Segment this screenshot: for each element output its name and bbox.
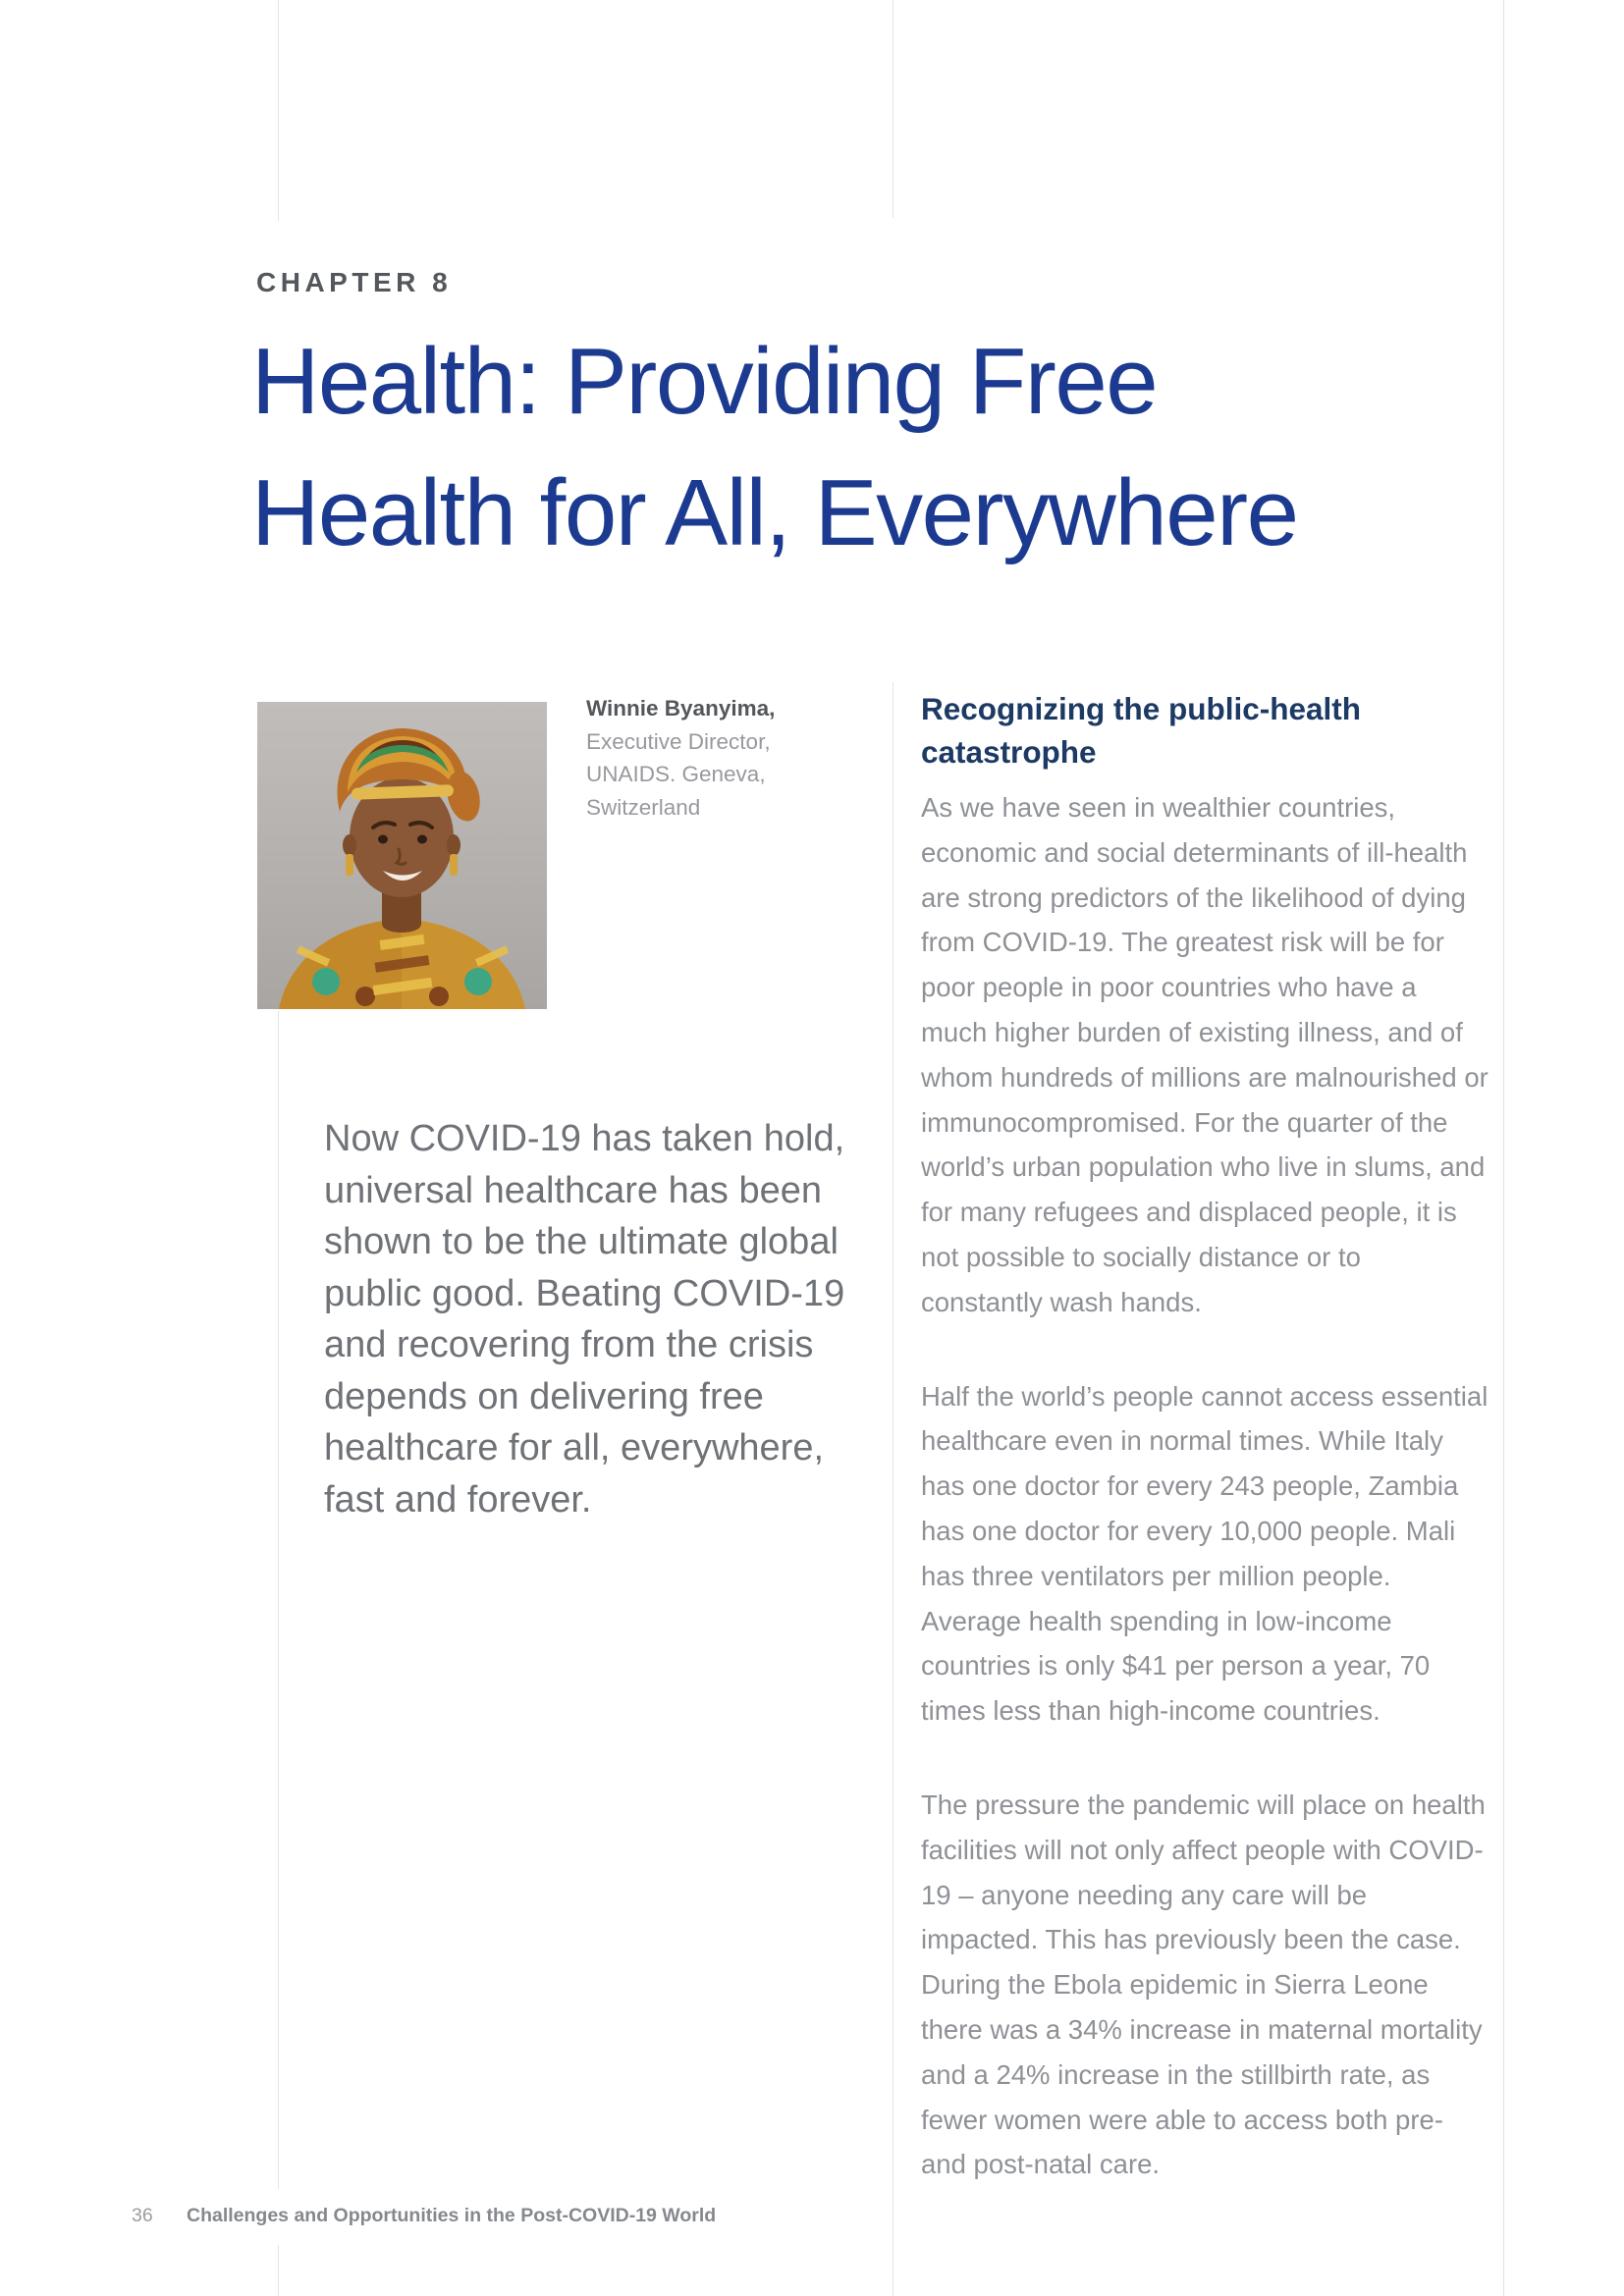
section-body xyxy=(921,785,1489,2236)
page-title-line-2: Health for All, Everywhere xyxy=(251,460,1298,565)
column-rule-left-middle xyxy=(278,1011,279,2189)
column-rule-left-top xyxy=(278,0,279,221)
chapter-label: CHAPTER 8 xyxy=(256,267,453,297)
body-paragraph-2: Half the world’s people cannot access essential healthcare even in normal times. While Italy has one doctor for every 243 people, Zambia has one doctor for every 10,000 people. Mali has three ventilators per million people. Average health spending in low-income countries is only $41 per person a year, 70 times less than high-income countries. xyxy=(921,1380,1489,1727)
author-photo-illustration xyxy=(257,702,547,1009)
author-location: Switzerland xyxy=(586,794,701,820)
footer-page-number: 36 xyxy=(132,2205,153,2226)
author-attribution xyxy=(586,692,775,824)
section-heading: Recognizing the public-health catastrophe xyxy=(921,691,1361,770)
author-role: Executive Director, xyxy=(586,728,771,754)
column-rule-left-bottom xyxy=(278,2245,279,2296)
author-photo xyxy=(257,702,547,1009)
pull-quote: Now COVID-19 has taken hold, universal healthcare has been shown to be the ultimate global public good. Beating COVID-19 and recovering from the crisis depends on delivering free healthcare for all, everywhere, fast and forever. xyxy=(324,1118,845,1521)
page-title xyxy=(251,316,1297,579)
author-name: Winnie Byanyima, xyxy=(586,696,776,721)
body-paragraph-1: As we have seen in wealthier countries, economic and social determinants of ill-health are strong predictors of the likelihood of dying from COVID-19. The greatest risk will be for poor people in poor countries who have a much higher burden of existing illness, and of whom hundreds of millions are malnourished or immunocompromised. For the quarter of the world’s urban population who live in slums, and for many refugees and displaced people, it is not possible to socially distance or to constantly wash hands. xyxy=(921,792,1489,1317)
page-title-line-1: Health: Providing Free xyxy=(251,329,1158,434)
footer-book-title: Challenges and Opportunities in the Post-COVID-19 World xyxy=(187,2205,717,2226)
body-paragraph-3: The pressure the pandemic will place on health facilities will not only affect people with COVID-19 – anyone needing any care will be impacted. This has previously been the case. During the Ebola epidemic in Sierra Leone there was a 34% increase in maternal mortality and a 24% increase in the stillbirth rate, as fewer women were able to access both pre- and post-natal care. xyxy=(921,1789,1486,2180)
column-rule-right xyxy=(1503,0,1504,2296)
author-organization: UNAIDS. Geneva, xyxy=(586,762,766,786)
